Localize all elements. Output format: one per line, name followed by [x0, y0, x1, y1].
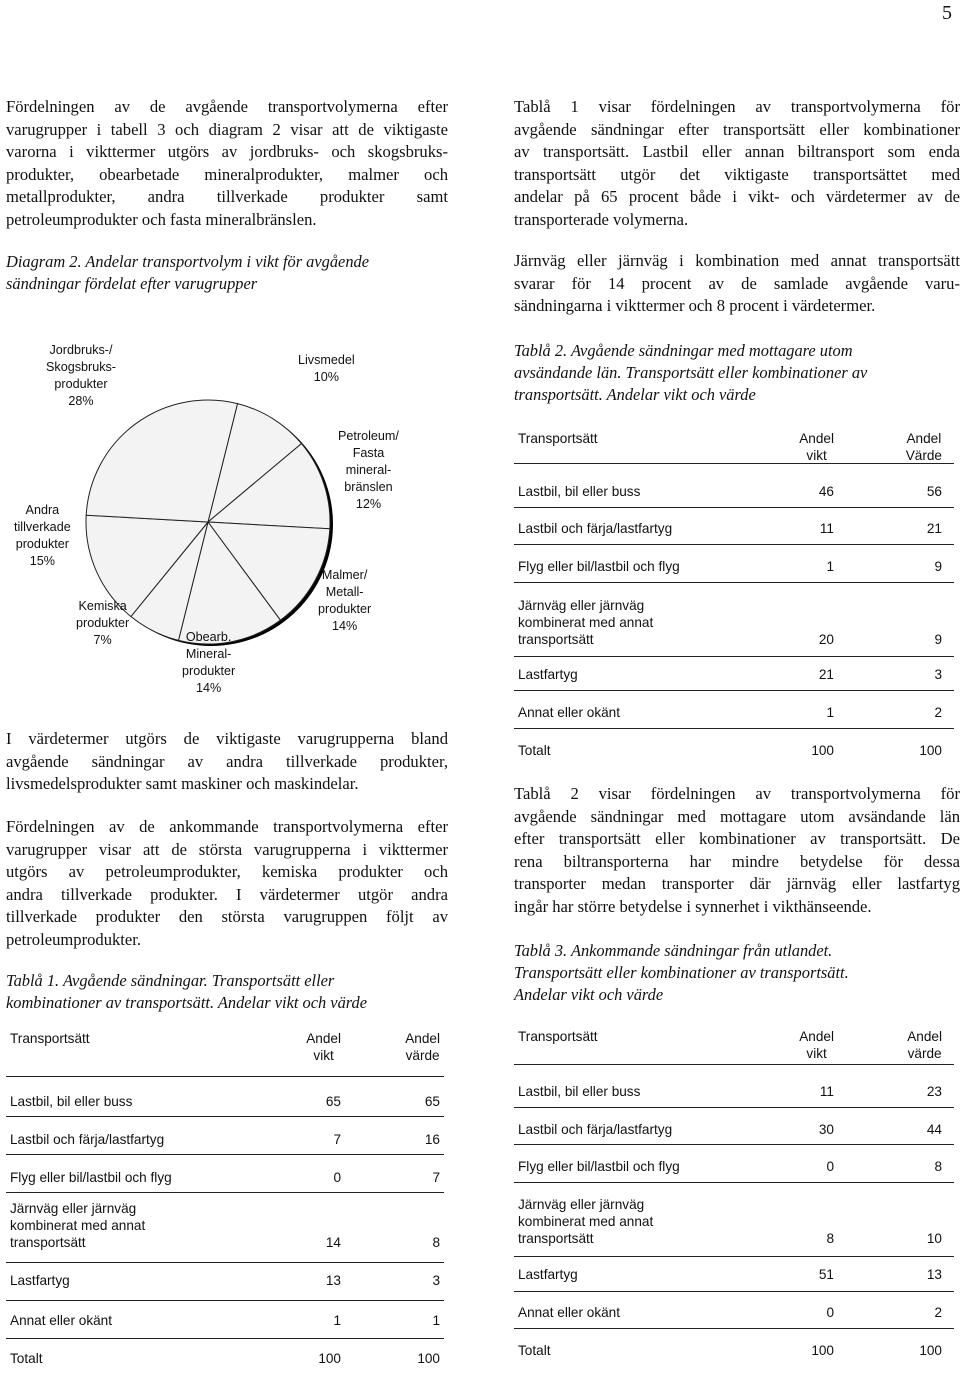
row-name-line: transportsätt	[10, 1235, 86, 1250]
row-andel-varde: 21	[926, 521, 942, 536]
row-name-line: Annat eller okänt	[10, 1313, 113, 1328]
row-name-line: Lastbil, bil eller buss	[10, 1094, 133, 1109]
row-transportsatt	[518, 520, 672, 537]
row-andel-varde: 3	[432, 1273, 440, 1288]
pie-slice-label	[14, 502, 71, 570]
row-name-line: kombinerat med annat	[518, 615, 654, 630]
row-name-line: Totalt	[10, 1351, 43, 1366]
text-line: utgörs av petroleumprodukter, kemiska produkter och	[6, 862, 448, 882]
text-line: kombinationer av transportsätt. Andelar vikt och värde	[6, 993, 368, 1012]
row-name-line: Lastfartyg	[518, 1267, 578, 1282]
value-paragraph	[6, 728, 448, 796]
row-name-line: Annat eller okänt	[518, 1305, 621, 1320]
pie-label-line: Metall-	[325, 584, 364, 599]
row-transportsatt	[518, 1121, 672, 1138]
pie-label-line: 12%	[355, 496, 382, 511]
row-andel-vikt: 0	[826, 1305, 834, 1320]
row-andel-vikt: 21	[818, 667, 834, 682]
text-line: andelar på 65 procent både i vikt- och värdetermer av de	[514, 187, 960, 207]
row-transportsatt	[518, 483, 640, 500]
row-name-line: Lastfartyg	[10, 1273, 70, 1288]
pie-label-line: produkter	[182, 663, 236, 678]
header-line: värde	[907, 1046, 942, 1061]
row-andel-vikt: 1	[826, 559, 834, 574]
header-line: vikt	[806, 1046, 827, 1061]
table-rule	[6, 1076, 444, 1077]
row-transportsatt	[518, 742, 551, 759]
table-rule	[514, 1291, 954, 1292]
pie-label-line: Skogsbruks-	[46, 359, 116, 374]
row-name-line: Järnväg eller järnväg	[518, 598, 645, 613]
header-line: vikt	[313, 1048, 334, 1063]
text-line: petroleumprodukter och fasta mineralbränslen.	[6, 209, 317, 229]
row-transportsatt	[518, 1266, 578, 1283]
text-line: produkter, obearbetade mineralprodukter, malmer och	[6, 164, 448, 184]
text-line: varorna i vikttermer utgörs av jordbruks- och skogsbruks-	[6, 142, 448, 162]
text-line: varugrupper visar att de största varugrupperna i vikttermer	[6, 839, 448, 859]
pie-label-line: produkter	[318, 601, 372, 616]
pie-label-line: tillverkade	[14, 519, 71, 534]
table-rule	[514, 582, 954, 583]
text-line: Tablå 2. Avgående sändningar med mottagare utom	[514, 341, 853, 360]
row-name-line: Lastbil och färja/lastfartyg	[10, 1132, 165, 1147]
text-line: livsmedelsprodukter samt maskiner och maskindelar.	[6, 774, 359, 794]
row-andel-vikt: 11	[819, 521, 834, 536]
text-line: avsändande län. Transportsätt eller kombinationer av	[514, 363, 868, 382]
table-rule	[514, 1144, 954, 1145]
header-line: Andel	[306, 1031, 341, 1046]
table-rule	[514, 1107, 954, 1108]
row-transportsatt	[518, 1083, 640, 1100]
row-name-line: Flyg eller bil/lastbil och flyg	[518, 1159, 680, 1174]
intro-paragraph	[6, 96, 448, 232]
text-line: varugrupper i tabell 3 och diagram 2 visar att de viktigaste	[6, 119, 448, 139]
rail-paragraph	[514, 250, 960, 318]
header-line: Andel	[799, 431, 834, 446]
row-name-line: Järnväg eller järnväg	[518, 1197, 645, 1212]
row-transportsatt	[10, 1272, 70, 1289]
table-rule	[514, 1182, 954, 1183]
text-line: I värdetermer utgörs de viktigaste varugrupperna bland	[6, 729, 448, 748]
header-transportsatt: Transportsätt	[10, 1031, 90, 1046]
pie-label-line: Kemiska	[78, 599, 127, 613]
row-andel-vikt: 20	[818, 632, 834, 647]
row-andel-vikt: 51	[818, 1267, 834, 1282]
row-andel-vikt: 1	[826, 705, 834, 720]
row-andel-varde: 13	[926, 1267, 942, 1282]
text-line: Fördelningen av de ankommande transportvolymerna efter	[6, 817, 448, 836]
row-andel-vikt: 0	[826, 1159, 834, 1174]
pie-slice-label	[338, 428, 399, 513]
header-line: värde	[405, 1048, 440, 1063]
table-rule	[514, 690, 954, 691]
row-name-line: Lastbil och färja/lastfartyg	[518, 521, 673, 536]
row-andel-varde: 1	[432, 1313, 440, 1328]
header-line: Andel	[799, 1029, 834, 1044]
table-rule	[6, 1116, 444, 1117]
diagram-caption	[6, 251, 448, 295]
row-andel-varde: 56	[926, 484, 942, 499]
text-line: Tablå 3. Ankommande sändningar från utlandet.	[514, 941, 833, 960]
text-line: Järnväg eller järnväg i kombination med annat transportsätt	[514, 251, 960, 270]
text-line: avgående sändningar efter transportsätt eller kombinationer	[514, 119, 960, 139]
text-line: transportsätt. Andelar vikt och värde	[514, 385, 756, 404]
table-rule	[514, 1328, 954, 1329]
row-transportsatt	[10, 1312, 112, 1329]
pie-label-line: bränslen	[344, 479, 393, 494]
row-name-line: Lastbil, bil eller buss	[518, 484, 641, 499]
header-line: Andel	[405, 1031, 440, 1046]
header-andel-varde	[906, 430, 942, 464]
row-andel-vikt: 100	[811, 743, 834, 758]
row-andel-varde: 9	[934, 559, 942, 574]
row-andel-varde: 44	[926, 1122, 942, 1137]
row-name-line: transportsätt	[518, 1231, 594, 1246]
row-transportsatt	[518, 1342, 551, 1359]
row-andel-vikt: 11	[819, 1084, 834, 1099]
row-transportsatt	[10, 1169, 172, 1186]
header-line: Värde	[905, 448, 942, 463]
header-andel-vikt	[306, 1030, 341, 1064]
header-line: Andel	[906, 431, 942, 446]
pie-label-line: produkter	[54, 376, 108, 391]
row-andel-varde: 8	[934, 1159, 942, 1174]
incoming-paragraph	[6, 816, 448, 952]
table-rule	[6, 1300, 444, 1301]
row-andel-varde: 16	[424, 1132, 440, 1147]
text-line: ingår har större betydelse i synnerhet i vikthänseende.	[514, 896, 872, 916]
pie-slice-label	[76, 598, 129, 649]
row-transportsatt	[518, 558, 680, 575]
table1-description	[514, 96, 960, 232]
text-line: sändningar fördelat efter varugrupper	[6, 274, 258, 293]
row-andel-vikt: 100	[811, 1343, 834, 1358]
row-transportsatt	[518, 704, 620, 721]
pie-slice-label	[318, 567, 371, 635]
pie-label-line: 10%	[313, 369, 339, 384]
pie-label-line: produkter	[76, 615, 130, 630]
table-rule	[514, 463, 954, 464]
pie-label-line: mineral-	[345, 462, 392, 477]
pie-label-line: 7%	[93, 632, 112, 647]
header-andel-vikt	[799, 1028, 834, 1062]
page-number: 5	[942, 2, 952, 24]
text-line: Fördelningen av de avgående transportvolymerna efter	[6, 97, 448, 116]
text-line: transporterade volymerna.	[514, 209, 689, 229]
row-andel-varde: 100	[417, 1351, 440, 1366]
text-line: sändningarna i vikttermer och 8 procent i värdetermer.	[514, 296, 876, 316]
pie-label-line: Mineral-	[185, 646, 232, 661]
row-andel-vikt: 0	[333, 1170, 341, 1185]
table-rule	[6, 1154, 444, 1155]
row-name-line: transportsätt	[518, 632, 594, 647]
pie-label-line: Andra	[25, 503, 60, 517]
header-andel-varde	[907, 1028, 942, 1062]
row-transportsatt	[10, 1350, 43, 1367]
pie-label-line: Fasta	[352, 445, 385, 460]
text-line: transportsätt utgör det viktigaste transportsättet med	[514, 164, 960, 184]
text-line: avgående sändningar av andra tillverkade produkter,	[6, 751, 448, 771]
row-andel-varde: 8	[432, 1235, 440, 1250]
row-name-line: Annat eller okänt	[518, 705, 621, 720]
row-andel-vikt: 13	[325, 1273, 341, 1288]
row-andel-vikt: 8	[826, 1231, 834, 1246]
row-andel-varde: 65	[424, 1094, 440, 1109]
row-name-line: Totalt	[518, 1343, 551, 1358]
text-line: transporter medan transporter där järnväg eller lastfartyg	[514, 874, 960, 894]
table-2	[514, 416, 954, 766]
row-name-line: Totalt	[518, 743, 551, 758]
row-andel-vikt: 46	[818, 484, 834, 499]
row-name-line: Lastfartyg	[518, 667, 578, 682]
row-transportsatt	[518, 1158, 680, 1175]
pie-slice-label	[46, 342, 116, 410]
row-andel-vikt: 14	[325, 1235, 341, 1250]
text-line: petroleumprodukter.	[6, 929, 142, 949]
row-name-line: kombinerat med annat	[518, 1214, 654, 1229]
table-rule	[6, 1192, 444, 1193]
pie-label-line: produkter	[15, 536, 69, 551]
pie-label-line: Petroleum/	[338, 429, 399, 443]
row-transportsatt	[10, 1093, 132, 1110]
table-rule	[514, 1064, 954, 1065]
row-name-line: Lastbil och färja/lastfartyg	[518, 1122, 673, 1137]
header-line: Andel	[907, 1029, 942, 1044]
text-line: tillverkade produkter den största varugruppen följt av	[6, 907, 448, 927]
text-line: Tablå 1 visar fördelningen av transportvolymerna för	[514, 97, 960, 116]
text-line: efter transportsätt eller kombinationer av transportsätt. De	[514, 829, 960, 849]
pie-slice-label	[182, 629, 235, 697]
pie-label-line: 15%	[29, 553, 55, 568]
row-transportsatt	[10, 1131, 164, 1148]
row-andel-vikt: 1	[333, 1313, 341, 1328]
row-transportsatt	[10, 1200, 145, 1251]
row-andel-varde: 10	[926, 1231, 942, 1246]
row-transportsatt	[518, 1196, 653, 1247]
row-andel-varde: 9	[934, 632, 942, 647]
pie-label-line: Jordbruks-/	[49, 343, 113, 357]
header-line: vikt	[806, 448, 827, 463]
header-andel-vikt	[799, 430, 834, 464]
row-andel-vikt: 30	[818, 1122, 834, 1137]
text-line: Tablå 1. Avgående sändningar. Transportsätt eller	[6, 971, 335, 990]
row-name-line: Flyg eller bil/lastbil och flyg	[10, 1170, 172, 1185]
text-line: Transportsätt eller kombinationer av transportsätt.	[514, 963, 849, 982]
table-1	[6, 1022, 444, 1372]
table-3	[514, 1015, 954, 1365]
table-rule	[514, 656, 954, 657]
header-transportsatt: Transportsätt	[518, 431, 598, 446]
pie-label-line: 14%	[332, 618, 358, 633]
row-andel-varde: 23	[926, 1084, 942, 1099]
text-line: Andelar vikt och värde	[514, 985, 664, 1004]
row-name-line: kombinerat med annat	[10, 1218, 146, 1233]
text-line: Diagram 2. Andelar transportvolym i vikt för avgående	[6, 252, 369, 271]
row-name-line: Flyg eller bil/lastbil och flyg	[518, 559, 680, 574]
row-andel-varde: 7	[432, 1170, 440, 1185]
table-rule	[514, 544, 954, 545]
row-transportsatt	[518, 1304, 620, 1321]
row-andel-varde: 2	[934, 705, 942, 720]
text-line: avgående sändningar med mottagare utom avsändande län	[514, 806, 960, 826]
text-line: metallprodukter, andra tillverkade produkter samt	[6, 187, 448, 207]
pie-label-line: 14%	[196, 680, 222, 695]
table-rule	[6, 1338, 444, 1339]
table-rule	[514, 507, 954, 508]
row-andel-varde: 100	[919, 743, 942, 758]
row-andel-varde: 3	[934, 667, 942, 682]
header-transportsatt: Transportsätt	[518, 1029, 598, 1044]
text-line: svarar för 14 procent av de samlade avgående varu-	[514, 273, 960, 293]
row-andel-vikt: 100	[318, 1351, 341, 1366]
pie-label-line: 28%	[68, 393, 94, 408]
row-andel-vikt: 7	[333, 1132, 341, 1147]
header-andel-varde	[405, 1030, 440, 1064]
pie-label-line: Livsmedel	[298, 353, 355, 367]
text-line: andra tillverkade produkter. I värdetermer utgör andra	[6, 884, 448, 904]
row-andel-varde: 100	[919, 1343, 942, 1358]
row-andel-varde: 2	[934, 1305, 942, 1320]
pie-label-line: Obearb.	[185, 630, 232, 644]
table1-caption	[6, 970, 448, 1014]
row-transportsatt	[518, 666, 578, 683]
text-line: rena biltransporterna har mindre betydelse för dessa	[514, 851, 960, 871]
table-rule	[514, 728, 954, 729]
row-name-line: Järnväg eller järnväg	[10, 1201, 137, 1216]
row-name-line: Lastbil, bil eller buss	[518, 1084, 641, 1099]
row-andel-vikt: 65	[325, 1094, 341, 1109]
table3-caption	[514, 940, 960, 1006]
text-line: Tablå 2 visar fördelningen av transportvolymerna för	[514, 784, 960, 803]
pie-slice-label	[298, 352, 355, 386]
table-rule	[514, 1256, 954, 1257]
pie-label-line: Malmer/	[321, 568, 368, 582]
row-transportsatt	[518, 597, 653, 648]
table-rule	[6, 1262, 444, 1263]
pie-chart	[6, 330, 448, 710]
table2-caption	[514, 340, 960, 406]
table2-description	[514, 783, 960, 919]
text-line: av transportsätt. Lastbil eller annan biltransport som enda	[514, 142, 960, 162]
